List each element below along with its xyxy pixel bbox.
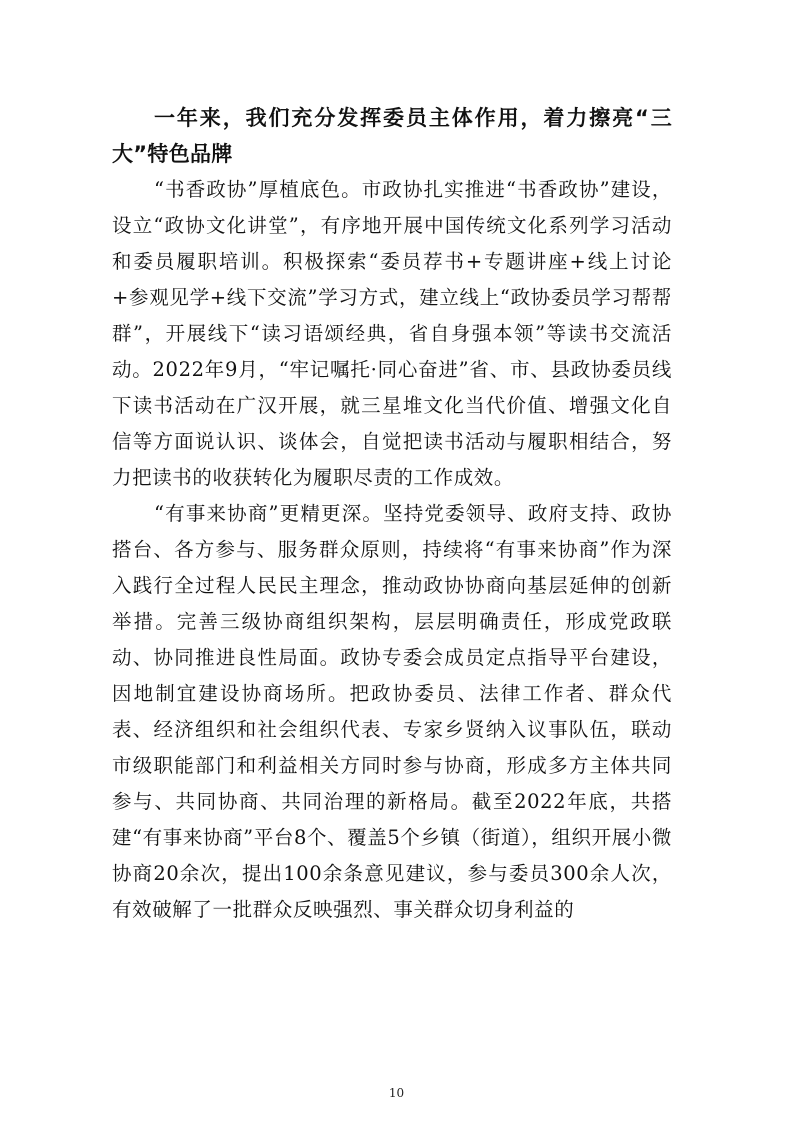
section-heading: 一年来，我们充分发挥委员主体作用，着力擦亮“三大”特色品牌 (112, 106, 672, 166)
body-text (112, 100, 672, 928)
paragraph-book-fragrance: “书香政协”厚植底色。市政协扎实推进“书香政协”建设，设立“政协文化讲堂”，有序地开展中国传统文化系列学习活动和委员履职培训。积极探索“委员荐书+专题讲座+线上讨论+参观见学+线下交流”学习方式，建立线上“政协委员学习帮帮群”，开展线下“读习语颂经典，省自身强本领”等读书交流活动。2022年9月，“牢记嘱托·同心奋进”省、市、县政协委员线下读书活动在广汉开展，就三星堆文化当代价值、增强文化自信等方面说认识、谈体会，自觉把读书活动与履职相结合，努力把读书的收获转化为履职尽责的工作成效。 (112, 178, 672, 489)
page-number: 10 (388, 1086, 405, 1100)
paragraph-consultation: “有事来协商”更精更深。坚持党委领导、政府支持、政协搭台、各方参与、服务群众原则，持续将“有事来协商”作为深入践行全过程人民民主理念，推动政协协商向基层延伸的创新举措。完善三级协商组织架构，层层明确责任，形成党政联动、协同推进良性局面。政协专委会成员定点指导平台建设，因地制宜建设协商场所。把政协委员、法律工作者、群众代表、经济组织和社会组织代表、专家乡贤纳入议事队伍，联动市级职能部门和利益相关方同时参与协商，形成多方主体共同参与、共同协商、共同治理的新格局。截至2022年底，共搭建“有事来协商”平台8个、覆盖5个乡镇（街道），组织开展小微协商20余次，提出100余条意见建议，参与委员300余人次，有效破解了一批群众反映强烈、事关群众切身利益的 (112, 502, 673, 921)
